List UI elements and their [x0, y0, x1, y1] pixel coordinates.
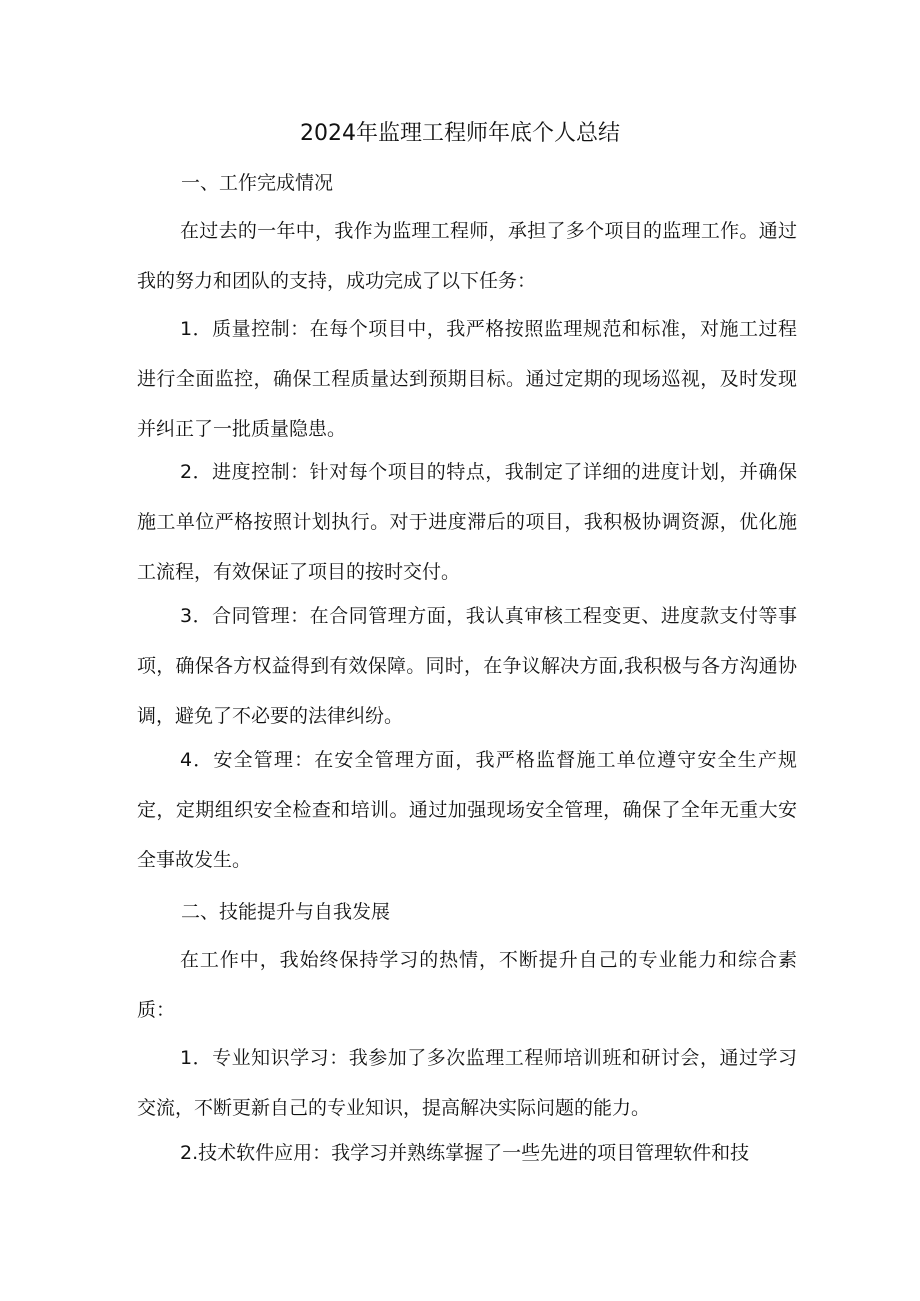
- section-2-item-2: [137, 1128, 797, 1178]
- section-1-heading: 一、工作完成情况: [181, 172, 334, 194]
- section-2-item-1: [137, 1033, 797, 1133]
- section-1-item-3: [137, 591, 797, 741]
- section-1-item-2: [137, 447, 797, 597]
- section-2-intro: [137, 935, 797, 1035]
- section-1-intro: [137, 206, 797, 306]
- section-1-item-1: [137, 304, 797, 454]
- list-item: 3．合同管理：在合同管理方面，我认真审核工程变更、进度款支付等事项，确保各方权益得到有效保障。同时，在争议解决方面,我积极与各方沟通协调，避免了不必要的法律纠纷。: [137, 605, 797, 727]
- section-1-item-4: [137, 735, 797, 885]
- list-item: 1．质量控制：在每个项目中，我严格按照监理规范和标准，对施工过程进行全面监控，确保工程质量达到预期目标。通过定期的现场巡视，及时发现并纠正了一批质量隐患。: [137, 318, 797, 440]
- section-2-heading: 二、技能提升与自我发展: [181, 901, 391, 923]
- list-item: 2．进度控制：针对每个项目的特点，我制定了详细的进度计划，并确保施工单位严格按照计划执行。对于进度滞后的项目，我积极协调资源，优化施工流程，有效保证了项目的按时交付。: [137, 461, 797, 583]
- list-item: 2.技术软件应用：我学习并熟练掌握了一些先进的项目管理软件和技: [180, 1142, 750, 1164]
- paragraph: 在过去的一年中，我作为监理工程师，承担了多个项目的监理工作。通过我的努力和团队的支持，成功完成了以下任务：: [137, 220, 797, 292]
- paragraph: 在工作中，我始终保持学习的热情，不断提升自己的专业能力和综合素质：: [137, 949, 797, 1021]
- list-item: 1．专业知识学习：我参加了多次监理工程师培训班和研讨会，通过学习交流，不断更新自己的专业知识，提高解决实际问题的能力。: [137, 1047, 797, 1119]
- list-item: 4．安全管理：在安全管理方面，我严格监督施工单位遵守安全生产规定，定期组织安全检查和培训。通过加强现场安全管理，确保了全年无重大安全事故发生。: [137, 749, 797, 871]
- document-title: 2024年监理工程师年底个人总结: [300, 121, 620, 146]
